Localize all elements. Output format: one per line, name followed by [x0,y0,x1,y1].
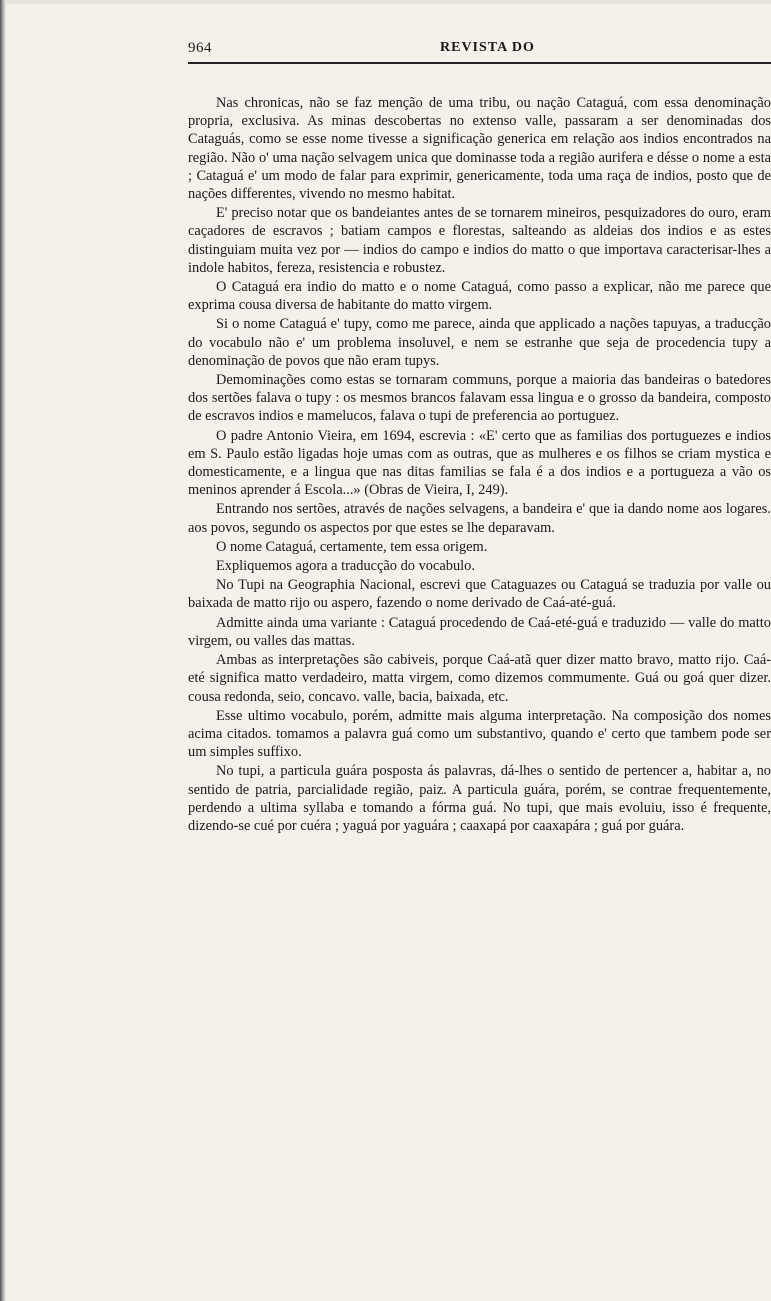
paragraph: Demominações como estas se tornaram communs, porque a maioria das bandeiras o batedores dos sertões falava o tupy : os mesmos brancos falavam essa lingua e o grosso da bandeira, composto de escravos indios e mamelucos, falava o tupi de preferencia ao portuguez. [188,372,771,425]
document-page [188,36,771,1286]
paragraph: No tupi, a particula guára posposta ás palavras, dá-lhes o sentido de pertencer a, habitar a, no sentido de patria, parcialidade região, paiz. A particula guára, porém, se contrae frequentemente, perdendo a ultima syllaba e tomando a fórma guá. No tupi, que mais evoluiu, isso é frequente, dizendo-se cué por cuéra ; yaguá por yaguára ; caaxapá por caaxapára ; guá por guára. [188,763,771,834]
page-number: 964 [188,40,212,56]
paragraph: O padre Antonio Vieira, em 1694, escrevia : «E' certo que as familias dos portuguezes e indios em S. Paulo estão ligadas hoje umas com as outras, que as mulheres e os filhos se criam mystica e domesticamente, e a lingua que nas ditas familias se fala é a dos indios e a portugueza a vão os meninos aprender á Escola...» (Obras de Vieira, I, 249). [188,427,771,499]
paragraph: E' preciso notar que os bandeiantes antes de se tornarem mineiros, pesquizadores do ouro, eram caçadores de escravos ; batiam campos e florestas, salteando as aldeias dos indios e as estes distinguiam muita vez por — indios do campo e indios do matto o que importava caracterisar-lhes a indole habitos, fereza, resistencia e robustez. [188,205,771,276]
paragraph: O Cataguá era indio do matto e o nome Cataguá, como passo a explicar, não me parece que exprima cousa diversa de habitante do matto virgem. [188,279,771,314]
running-title: REVISTA DO [440,40,535,55]
running-head [188,36,771,64]
page-top-edge [0,0,771,4]
paragraph: No Tupi na Geographia Nacional, escrevi que Cataguazes ou Cataguá se traduzia por valle ou baixada de matto rijo ou aspero, fazendo o nome derivado de Caá-até-guá. [188,577,771,612]
paragraph: Expliquemos agora a traducção do vocabulo. [216,558,475,575]
paragraph: Nas chronicas, não se faz menção de uma tribu, ou nação Cataguá, com essa denominação propria, exclusiva. As minas descobertas no extenso valle, passaram a ser denominadas dos Cataguás, como se esse nome tivesse a significação generica em relação aos indios encontrados na região. Não o' uma nação selvagem unica que dominasse toda a região aurifera e désse o nome a esta ; Cataguá e' um modo de falar para exprimir, genericamente, toda uma raça de indios, posto que de nações differentes, vivendo no mesmo habitat. [188,95,771,203]
paragraph: Admitte ainda uma variante : Cataguá procedendo de Caá-eté-guá e traduzido — valle do matto virgem, ou valles das mattas. [188,614,771,649]
book-gutter-shadow [0,0,6,1301]
paragraph: O nome Cataguá, certamente, tem essa origem. [216,538,488,555]
paragraph: Esse ultimo vocabulo, porém, admitte mais alguma interpretação. Na composição dos nomes acima citados. tomamos a palavra guá como um substantivo, quando e' certo que tambem pode ser um simples suffixo. [188,707,771,761]
paragraph: Ambas as interpretações são cabiveis, porque Caá-atã quer dizer matto bravo, matto rijo. Caá-eté significa matto verdadeiro, matta virgem, como dizemos commumente. Guá ou goá quer dizer. cousa redonda, seio, concavo. valle, bacia, baixada, etc. [188,652,771,705]
paragraph: Si o nome Cataguá e' tupy, como me parece, ainda que applicado a nações tapuyas, a traducção do vocabulo não e' um problema insoluvel, e nem se estranhe que seja de procedencia tupy a denominação de povos que não eram tupys. [188,316,771,369]
body-text [188,94,771,835]
paragraph: Entrando nos sertões, através de nações selvagens, a bandeira e' que ia dando nome aos logares. aos povos, segundo os aspectos por que estes se lhe deparavam. [188,501,771,536]
